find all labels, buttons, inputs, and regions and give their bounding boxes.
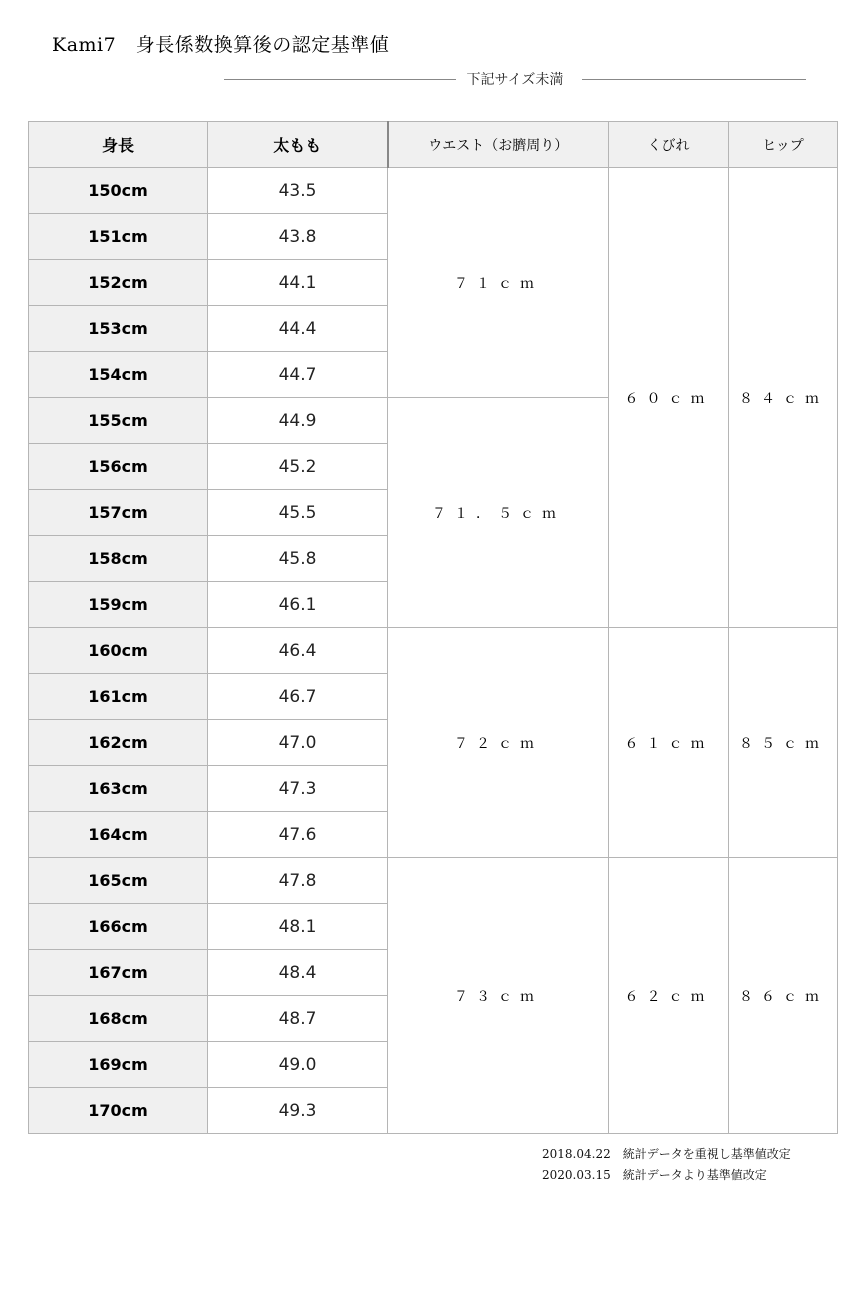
height-cell: 170cm xyxy=(29,1088,208,1134)
height-cell: 156cm xyxy=(29,444,208,490)
thigh-cell: 49.0 xyxy=(208,1042,388,1088)
subtitle-block xyxy=(224,66,806,92)
height-cell: 165cm xyxy=(29,858,208,904)
header-kubire: くびれ xyxy=(609,122,729,168)
height-cell: 160cm xyxy=(29,628,208,674)
thigh-cell: 44.9 xyxy=(208,398,388,444)
height-cell: 150cm xyxy=(29,168,208,214)
thigh-cell: 44.1 xyxy=(208,260,388,306)
height-cell: 154cm xyxy=(29,352,208,398)
thigh-cell: 49.3 xyxy=(208,1088,388,1134)
kubire-cell: ６０ｃｍ xyxy=(609,168,729,628)
height-cell: 162cm xyxy=(29,720,208,766)
header-row xyxy=(29,122,838,168)
height-cell: 157cm xyxy=(29,490,208,536)
thigh-cell: 46.1 xyxy=(208,582,388,628)
hip-cell: ８５ｃｍ xyxy=(729,628,838,858)
height-cell: 169cm xyxy=(29,1042,208,1088)
header-thigh: 太もも xyxy=(208,122,388,168)
hip-cell: ８４ｃｍ xyxy=(729,168,838,628)
thigh-cell: 45.5 xyxy=(208,490,388,536)
thigh-cell: 44.7 xyxy=(208,352,388,398)
header-height: 身長 xyxy=(29,122,208,168)
height-cell: 158cm xyxy=(29,536,208,582)
height-cell: 155cm xyxy=(29,398,208,444)
height-cell: 166cm xyxy=(29,904,208,950)
thigh-cell: 48.4 xyxy=(208,950,388,996)
waist-cell: ７３ｃｍ xyxy=(388,858,609,1134)
header-waist: ウエスト（お臍周り） xyxy=(388,122,609,168)
height-cell: 161cm xyxy=(29,674,208,720)
subtitle: 下記サイズ未満 xyxy=(466,72,564,88)
table-row xyxy=(29,858,838,904)
waist-cell: ７１．５ｃｍ xyxy=(388,398,609,628)
height-cell: 163cm xyxy=(29,766,208,812)
height-cell: 167cm xyxy=(29,950,208,996)
kubire-cell: ６２ｃｍ xyxy=(609,858,729,1134)
page-title: Kami7 身長係数換算後の認定基準値 xyxy=(52,34,390,56)
thigh-cell: 47.0 xyxy=(208,720,388,766)
thigh-cell: 46.7 xyxy=(208,674,388,720)
header-hip: ヒップ xyxy=(729,122,838,168)
kubire-cell: ６１ｃｍ xyxy=(609,628,729,858)
table-row xyxy=(29,168,838,214)
height-cell: 168cm xyxy=(29,996,208,1042)
thigh-cell: 43.8 xyxy=(208,214,388,260)
thigh-cell: 45.8 xyxy=(208,536,388,582)
hip-cell: ８６ｃｍ xyxy=(729,858,838,1134)
thigh-cell: 48.1 xyxy=(208,904,388,950)
thigh-cell: 44.4 xyxy=(208,306,388,352)
size-standard-table xyxy=(28,121,838,1134)
thigh-cell: 46.4 xyxy=(208,628,388,674)
revision-note: 2018.04.22 統計データを重視し基準値改定 xyxy=(542,1147,791,1161)
height-cell: 153cm xyxy=(29,306,208,352)
waist-cell: ７２ｃｍ xyxy=(388,628,609,858)
thigh-cell: 47.3 xyxy=(208,766,388,812)
thigh-cell: 47.6 xyxy=(208,812,388,858)
waist-cell: ７１ｃｍ xyxy=(388,168,609,398)
height-cell: 159cm xyxy=(29,582,208,628)
thigh-cell: 47.8 xyxy=(208,858,388,904)
subtitle-rule-right xyxy=(582,79,806,80)
height-cell: 151cm xyxy=(29,214,208,260)
thigh-cell: 43.5 xyxy=(208,168,388,214)
thigh-cell: 45.2 xyxy=(208,444,388,490)
thigh-cell: 48.7 xyxy=(208,996,388,1042)
height-cell: 164cm xyxy=(29,812,208,858)
table-row xyxy=(29,628,838,674)
revision-note: 2020.03.15 統計データより基準値改定 xyxy=(542,1168,767,1182)
height-cell: 152cm xyxy=(29,260,208,306)
revision-notes xyxy=(542,1144,791,1186)
